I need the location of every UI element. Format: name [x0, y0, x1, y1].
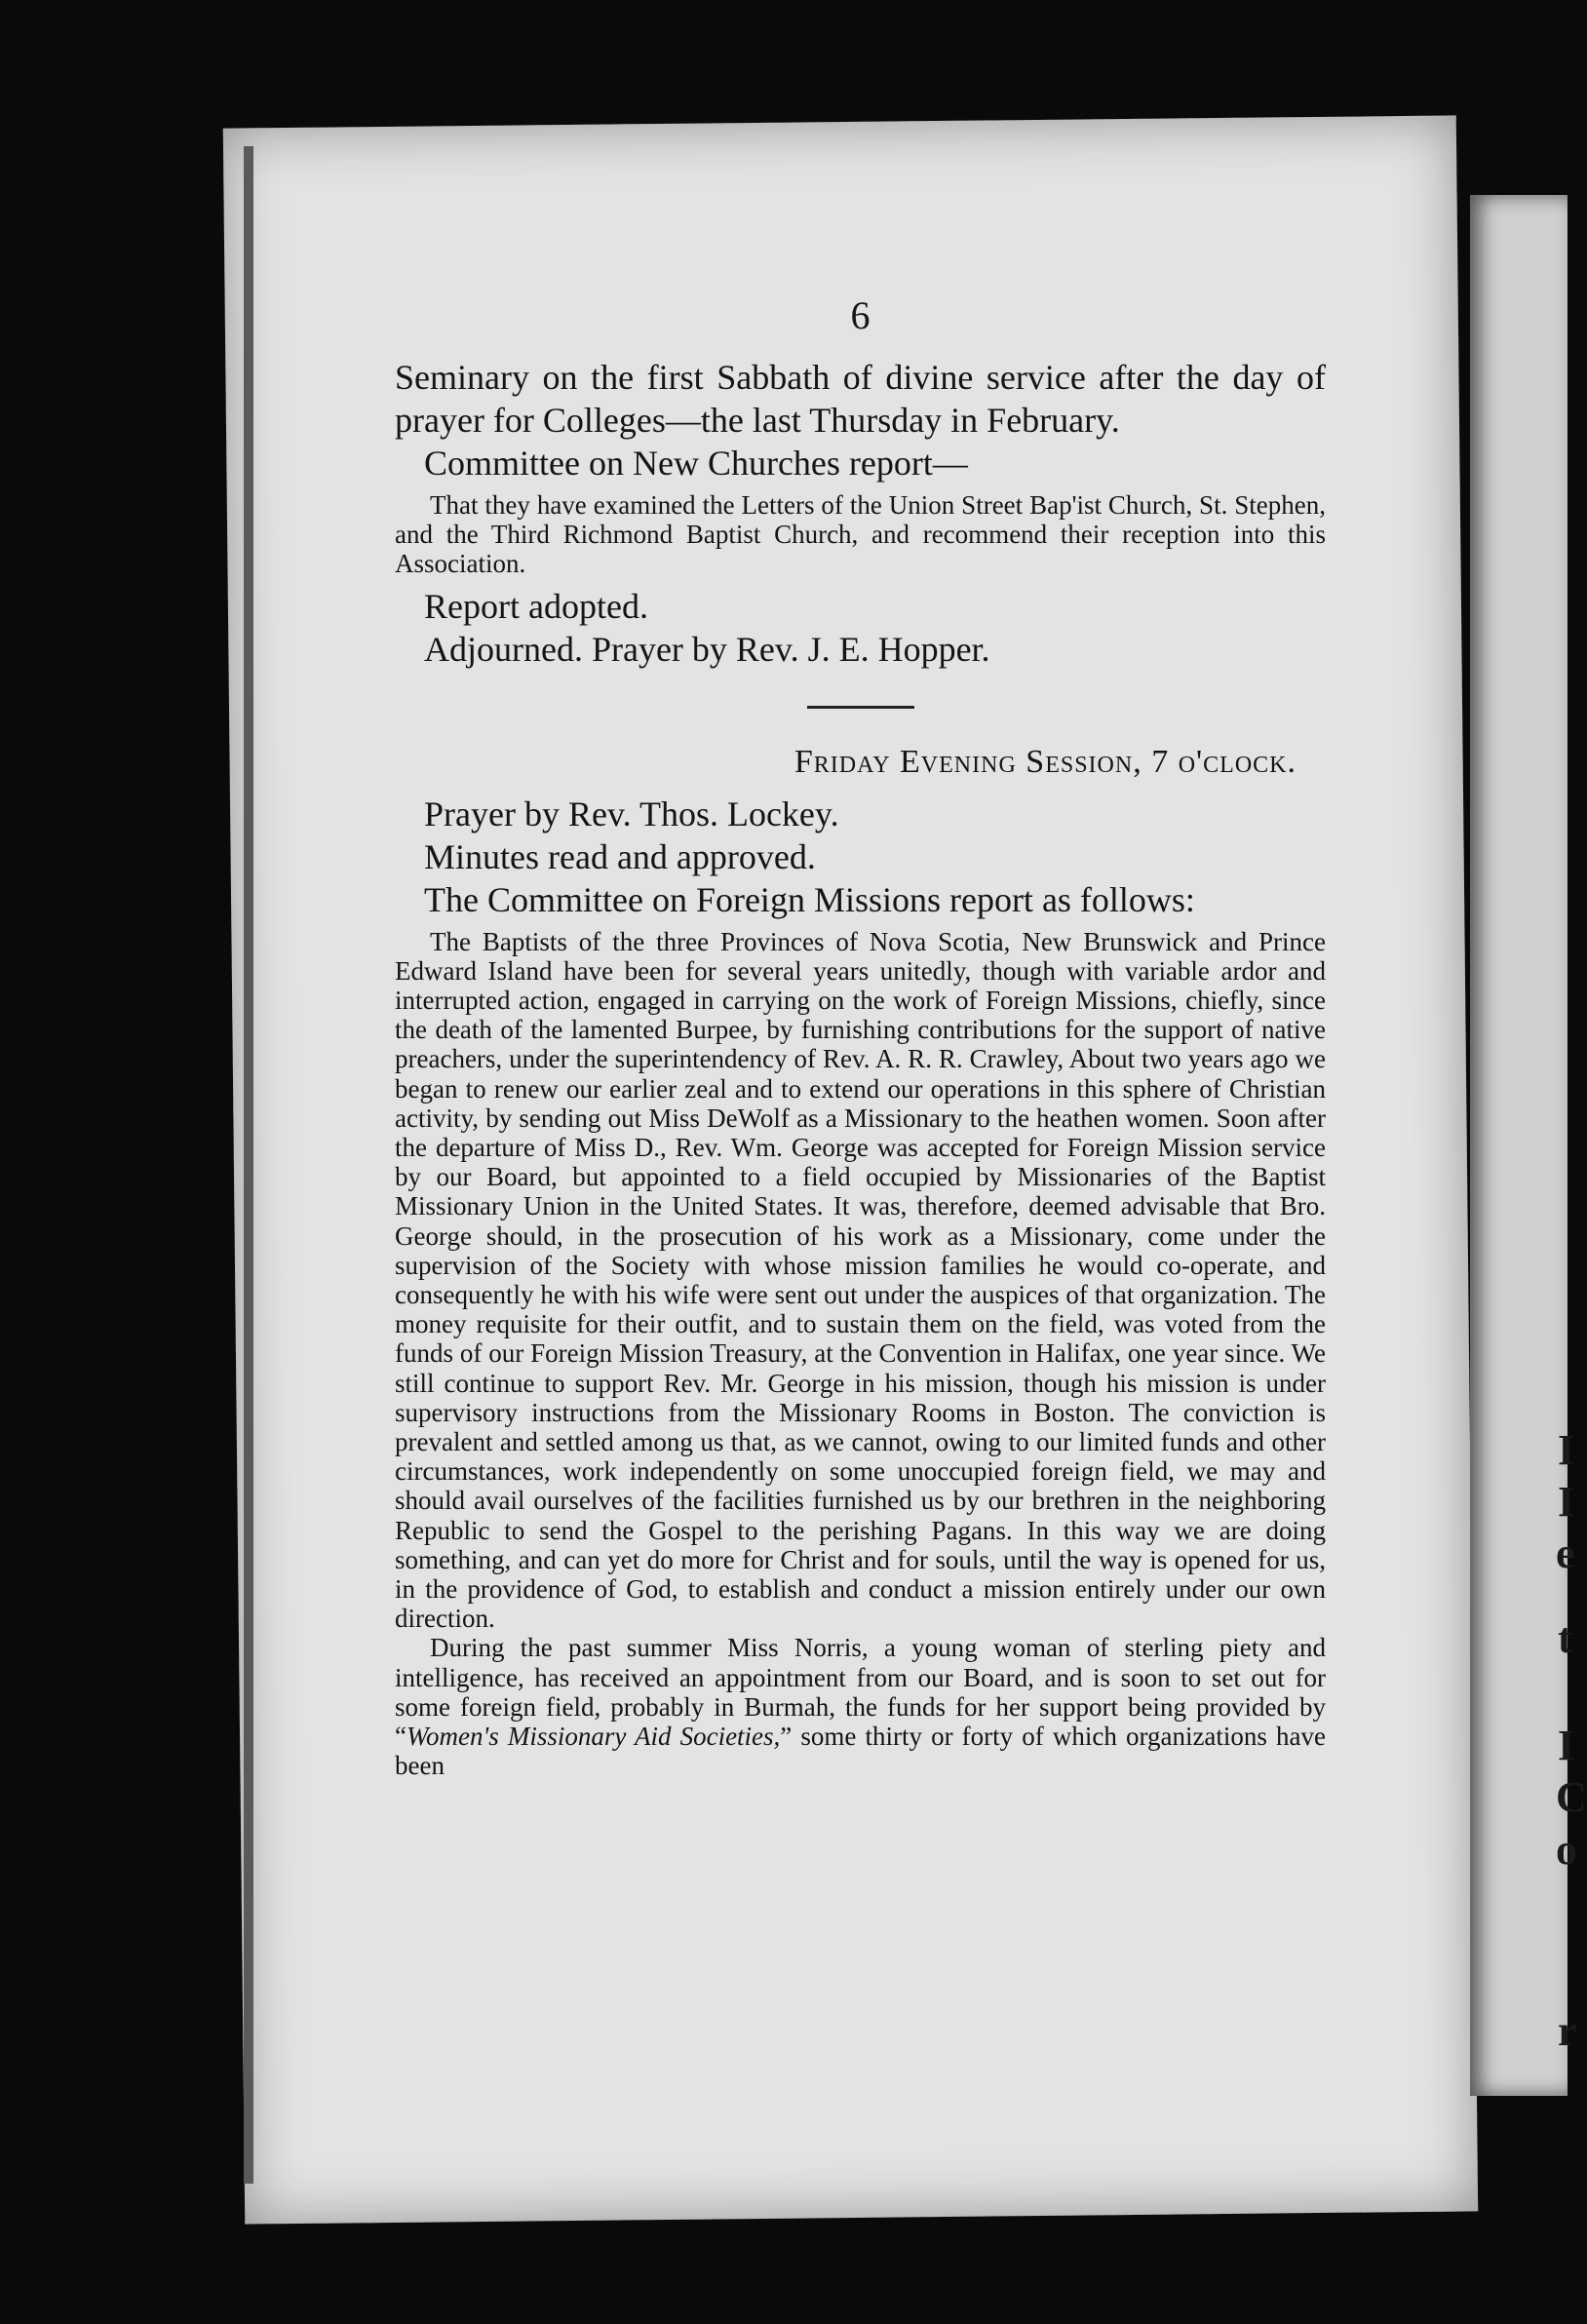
facing-page-letter: I: [1558, 1478, 1575, 1526]
foreign-missions-report-paragraph-2: [395, 1633, 1326, 1780]
facing-page-letter: I: [1558, 1722, 1575, 1769]
page-binding-edge: [244, 146, 253, 2184]
facing-page-letter: e: [1556, 1530, 1575, 1577]
opening-prayer: Prayer by Rev. Thos. Lockey.: [424, 794, 839, 833]
continuation-paragraph: Seminary on the first Sabbath of divine service after the day of prayer for Colleges—the last Thursday in February.: [395, 358, 1326, 440]
facing-page-letter: r: [1558, 2007, 1577, 2055]
document-text: [395, 292, 1326, 1781]
paragraph-2-start: During the past summer Miss Norris, a young woman of sterling piety and intelligence, has received an appointment from our Board, and is soon to set out for some foreign field, probably in Burmah, the funds for her support being provided by “: [395, 1633, 1326, 1752]
committee-new-churches-heading: Committee on New Churches report—: [424, 444, 968, 483]
section-divider: [807, 706, 914, 709]
new-churches-report-text: That they have examined the Letters of the Union Street Bap'ist Church, St. Stephen, and the Third Richmond Baptist Church, and recommend their reception into this Association.: [395, 490, 1326, 579]
adjourned-note: Adjourned. Prayer by Rev. J. E. Hopper.: [424, 629, 990, 669]
facing-page-edge: [1470, 195, 1587, 2096]
foreign-missions-report-paragraph: The Baptists of the three Provinces of Nova Scotia, New Brunswick and Prince Edward Island have been for several years unitedly, though with variable ardor and interrupted action, engaged in carrying on the work of Foreign Missions, chiefly, since the death of the lamented Burpee, by furnishing contributions for the support of native preachers, under the superintendency of Rev. A. R. R. Crawley, About two years ago we began to renew our earlier zeal and to extend our operations in this sphere of Christian activity, by sending out Miss DeWolf as a Missionary to the heathen women. Soon after the departure of Miss D., Rev. Wm. George was accepted for Foreign Mission service by our Board, but appointed to a field occupied by Missionaries of the Baptist Missionary Union in the United States. It was, therefore, deemed advisable that Bro. George should, in the prosecution of his work as a Missionary, come under the supervision of the Society with whose mission families he would co-operate, and consequently he with his wife were sent out under the auspices of that organization. The money requisite for their outfit, and to sustain them on the field, was voted from the funds of our Foreign Mission Treasury, at the Convention in Halifax, one year since. We still continue to support Rev. Mr. George in his mission, though his mission is under supervisory instructions from the Missionary Rooms in Boston. The conviction is prevalent and settled among us that, as we cannot, owing to our limited funds and other circumstances, work independently on some unoccupied foreign field, we may and should avail ourselves of the facilities furnished us by our brethren in the neighboring Republic to send the Gospel to the perishing Pagans. In this way we are doing something, and can yet do more for Christ and for souls, until the way is opened for us, in the providence of God, to establish and conduct a mission entirely under our own direction.: [395, 926, 1326, 1634]
facing-page-letter: I: [1558, 1426, 1575, 1474]
womens-societies-italic: Women's Missionary Aid Societies,: [406, 1722, 781, 1752]
facing-page-letter: C: [1556, 1773, 1587, 1821]
page-number: 6: [850, 293, 871, 337]
committee-foreign-missions-intro: The Committee on Foreign Missions report as follows:: [424, 879, 1195, 919]
minutes-approved: Minutes read and approved.: [424, 836, 816, 876]
session-heading: Friday Evening Session, 7 o'clock.: [794, 743, 1297, 780]
facing-page-letter: t: [1558, 1614, 1572, 1662]
report-adopted: Report adopted.: [424, 586, 648, 626]
paragraph-2-end: ” some thirty or forty of which organizations have been: [395, 1722, 1326, 1781]
facing-page-letter: o: [1556, 1826, 1577, 1874]
